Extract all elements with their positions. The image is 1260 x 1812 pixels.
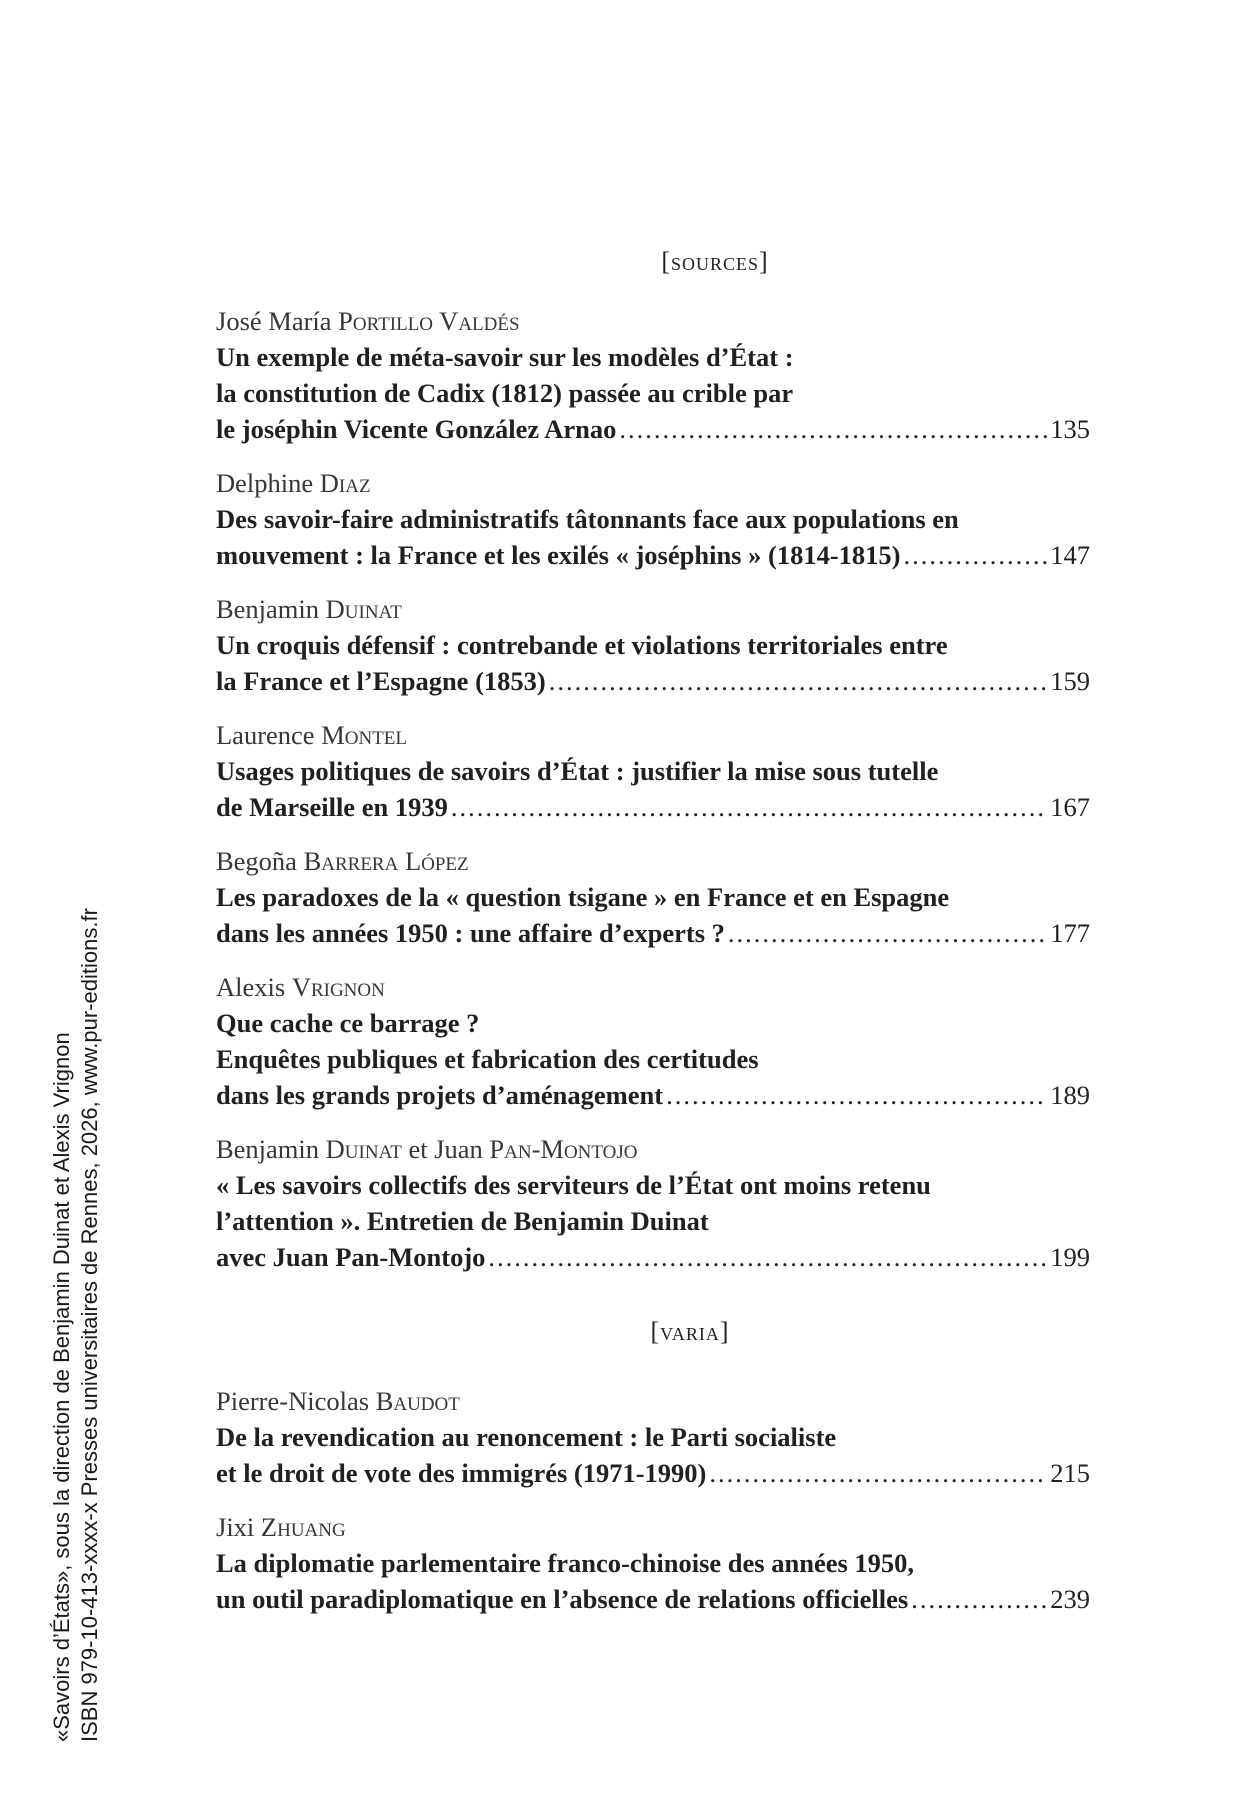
entry-title-last-line: le joséphin Vicente González Arnao ..... 135	[216, 411, 1090, 447]
toc-entry	[216, 843, 1090, 951]
entry-title-last-line: mouvement : la France et les exilés « joséphins » (1814-1815) ..... 147	[216, 537, 1090, 573]
entry-author: Jixi Zhuang	[216, 1512, 346, 1542]
page-number: 135	[1050, 414, 1090, 444]
page-number: 159	[1050, 666, 1090, 696]
entry-title-line: « Les savoirs collectifs des serviteurs de l’État ont moins retenu	[216, 1170, 931, 1200]
entry-author: Benjamin Duinat et Juan Pan-Montojo	[216, 1134, 638, 1164]
entry-author: Alexis Vrignon	[216, 972, 385, 1002]
page-number: 239	[1050, 1584, 1090, 1614]
entry-title-line: Un croquis défensif : contrebande et violations territoriales entre	[216, 630, 948, 660]
page-number: 167	[1050, 792, 1090, 822]
entry-author: José María Portillo Valdés	[216, 306, 520, 336]
dot-leader	[488, 1239, 1047, 1275]
entry-author: Benjamin Duinat	[216, 594, 402, 624]
entry-title-last-line: et le droit de vote des immigrés (1971-1990) ..... 215	[216, 1455, 1090, 1491]
entry-title-last-line: de Marseille en 1939 ..... 167	[216, 789, 1090, 825]
entry-title-last-line: avec Juan Pan-Montojo ..... 199	[216, 1239, 1090, 1275]
toc-entry	[216, 1131, 1090, 1275]
dot-leader	[911, 1581, 1047, 1617]
side-note-line-2: ISBN 979-10-413-xxxx-x Presses universitaires de Rennes, 2026, www.pur-editions.fr	[77, 908, 102, 1742]
entry-author: Delphine Diaz	[216, 468, 371, 498]
entry-title-last-line: la France et l’Espagne (1853) ..... 159	[216, 663, 1090, 699]
entry-title-line: Les paradoxes de la « question tsigane » en France et en Espagne	[216, 882, 950, 912]
page-number: 215	[1050, 1458, 1090, 1488]
entry-title-line: Un exemple de méta-savoir sur les modèles d’État :	[216, 342, 794, 372]
side-copyright-note	[48, 842, 104, 1742]
dot-leader	[619, 411, 1047, 447]
toc-entry	[216, 1383, 1090, 1491]
entry-author: Pierre-Nicolas Baudot	[216, 1386, 460, 1416]
page-number: 189	[1050, 1080, 1090, 1110]
entry-title-line: Usages politiques de savoirs d’État : justifier la mise sous tutelle	[216, 756, 939, 786]
toc-entry	[216, 717, 1090, 825]
dot-leader	[709, 1455, 1047, 1491]
dot-leader	[451, 789, 1047, 825]
entry-author: Laurence Montel	[216, 720, 408, 750]
entry-title-line: la constitution de Cadix (1812) passée au crible par	[216, 378, 794, 408]
entry-title-line: La diplomatie parlementaire franco-chinoise des années 1950,	[216, 1548, 915, 1578]
section-heading-varia: [varia]	[650, 1317, 730, 1346]
entry-title-line: Enquêtes publiques et fabrication des certitudes	[216, 1044, 759, 1074]
dot-leader	[728, 915, 1047, 951]
page-number: 177	[1050, 918, 1090, 948]
entry-author: Begoña Barrera López	[216, 846, 469, 876]
entry-title-line: l’attention ». Entretien de Benjamin Duinat	[216, 1206, 709, 1236]
toc-entry	[216, 303, 1090, 447]
entry-title-last-line: un outil paradiplomatique en l’absence de relations officielles ..... 239	[216, 1581, 1090, 1617]
toc-entry	[216, 1509, 1090, 1617]
section-heading-sources: [sources]	[661, 247, 769, 276]
page-number: 199	[1050, 1242, 1090, 1272]
toc-entry	[216, 465, 1090, 573]
table-of-contents	[216, 245, 1090, 1635]
entry-title-line: Que cache ce barrage ?	[216, 1008, 480, 1038]
dot-leader	[666, 1077, 1047, 1113]
entry-title-line: De la revendication au renoncement : le Parti socialiste	[216, 1422, 837, 1452]
entry-title-line: Des savoir-faire administratifs tâtonnants face aux populations en	[216, 504, 959, 534]
toc-entry	[216, 969, 1090, 1113]
side-note-line-1: «Savoirs d’États», sous la direction de Benjamin Duinat et Alexis Vrignon	[49, 1032, 74, 1742]
dot-leader	[549, 663, 1048, 699]
entry-title-last-line: dans les années 1950 : une affaire d’experts ? ..... 177	[216, 915, 1090, 951]
dot-leader	[903, 537, 1047, 573]
entry-title-last-line: dans les grands projets d’aménagement ..... 189	[216, 1077, 1090, 1113]
page-number: 147	[1050, 540, 1090, 570]
toc-entry	[216, 591, 1090, 699]
